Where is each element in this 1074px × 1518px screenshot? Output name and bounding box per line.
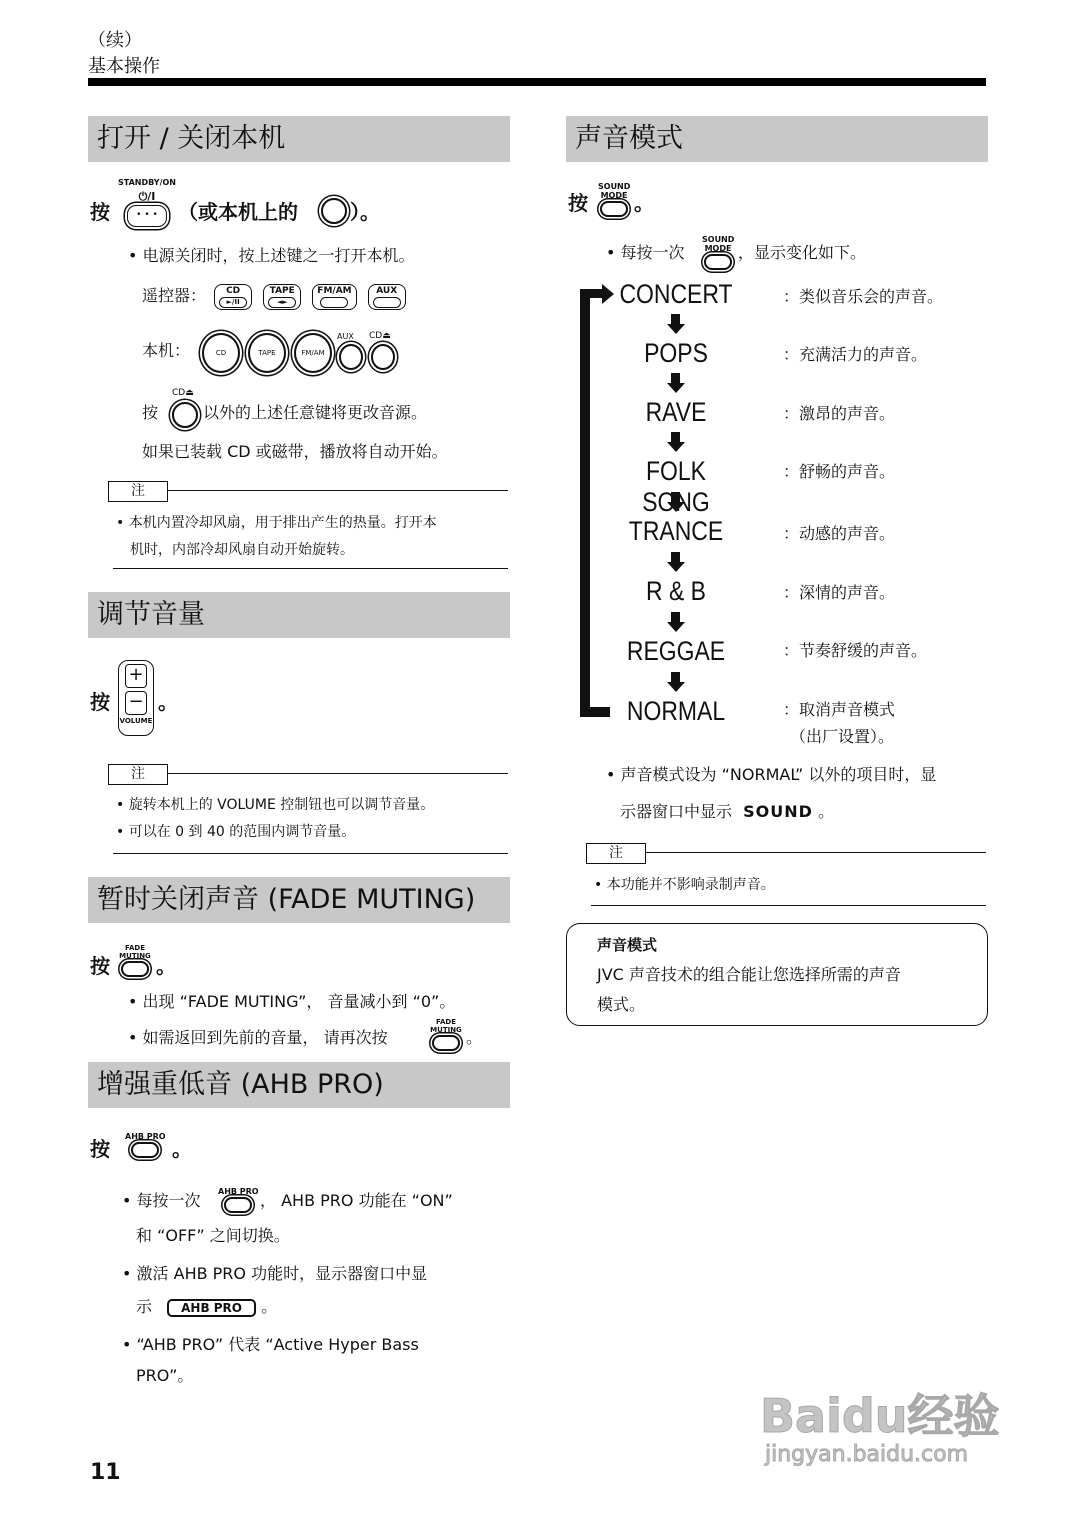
- button-oval: [373, 297, 401, 308]
- section-power-title: 打开 / 关闭本机: [88, 116, 510, 162]
- info-box-text-2: 模式。: [597, 995, 646, 1014]
- end-mark: 。: [172, 1137, 192, 1161]
- power-symbol-icon: ⏻/I: [138, 190, 156, 203]
- press-label: 按: [90, 954, 110, 978]
- press-label: 按: [90, 1137, 110, 1161]
- btn-label: SOUND MODE: [598, 182, 631, 200]
- bullet-text: 激活 AHB PRO 功能时，显示器窗口中显: [136, 1264, 428, 1283]
- unit-row-label: 本机：: [142, 341, 191, 360]
- end-mark: 。: [818, 802, 835, 821]
- press-label: 按: [568, 191, 588, 215]
- normal-sub: （出厂设置）。: [790, 727, 895, 746]
- volume-button[interactable]: [118, 660, 154, 736]
- sound-mode-button-inline[interactable]: [702, 235, 734, 270]
- mode-reggae: REGGAE: [626, 636, 726, 666]
- bullet-text: 如需返回到先前的音量， 请再次按: [142, 1028, 388, 1047]
- unit-cd-button[interactable]: CD: [202, 333, 240, 373]
- ahb-bullet-2: • 激活 AHB PRO 功能时，显示器窗口中显: [122, 1264, 428, 1283]
- ahb-bullet-1b: ， AHB PRO 功能在 “ON”: [260, 1191, 453, 1210]
- volume-up-icon: +: [125, 664, 147, 688]
- ahb-bullet-2b: [136, 1294, 277, 1317]
- or-unit-text: （或本机上的: [178, 200, 298, 224]
- btn-label: AUX: [376, 285, 398, 296]
- note-text: 可以在 0 到 40 的范围内调节音量。: [128, 824, 356, 840]
- button-oval: [121, 961, 149, 977]
- mode-desc: ：舒畅的声音。: [783, 462, 896, 481]
- btn-label: CD: [226, 285, 241, 296]
- sound-bullet-2b: [620, 799, 834, 822]
- section-ahb-title: 增强重低音 (AHB PRO): [88, 1062, 510, 1108]
- bullet-text: 每按一次: [620, 243, 685, 262]
- mode-normal: NORMAL: [626, 696, 726, 726]
- power-bullet-text: 电源关闭时，按上述键之一打开本机。: [142, 246, 415, 265]
- end-mark: 。: [261, 1297, 278, 1316]
- bullet-text: 示器窗口中显示: [620, 802, 733, 821]
- mode-pops: POPS: [644, 338, 708, 368]
- volume-down-icon: −: [125, 691, 147, 715]
- button-oval: [432, 1035, 460, 1051]
- cd-eject-button[interactable]: [172, 402, 198, 428]
- header-cont: （续）: [88, 30, 142, 51]
- mode-desc: ：深情的声音。: [783, 583, 896, 602]
- mode-desc: ：充满活力的声音。: [783, 345, 928, 364]
- btn-label: FADE MUTING: [430, 1018, 462, 1034]
- btn-label: FM/AM: [317, 285, 352, 296]
- remote-tape-button[interactable]: [263, 284, 301, 310]
- info-box-text-1: JVC 声音技术的组合能让您选择所需的声音: [597, 965, 901, 984]
- except-text: 以外的上述任意键将更改音源。: [203, 403, 428, 422]
- mode-trance: TRANCE: [628, 516, 724, 546]
- ahb-display-indicator: AHB PRO: [167, 1299, 256, 1317]
- note-text: 本功能并不影响录制声音。: [606, 877, 775, 893]
- ahb-bullet-3b: PRO”。: [136, 1366, 194, 1385]
- section-fade-title: 暂时关闭声音 (FADE MUTING): [88, 877, 510, 923]
- mode-desc: ：节奏舒缓的声音。: [783, 641, 928, 660]
- divider: [113, 568, 508, 569]
- press-label: 按: [90, 200, 110, 224]
- end-mark: 。: [634, 191, 654, 215]
- bullet-text: 示: [136, 1297, 153, 1316]
- mode-desc: ：取消声音模式: [783, 700, 896, 719]
- close-paren: ）。: [350, 200, 380, 224]
- volume-label: VOLUME: [119, 717, 153, 725]
- sound-bullet-b: ，显示变化如下。: [738, 243, 867, 262]
- divider: [646, 852, 986, 853]
- remote-row: [142, 283, 409, 310]
- volume-note-1: • 旋转本机上的 VOLUME 控制钮也可以调节音量。: [116, 797, 435, 813]
- sound-note: • 本功能并不影响录制声音。: [594, 877, 775, 893]
- button-oval: [320, 297, 348, 308]
- button-oval: [131, 1142, 159, 1158]
- eject-icon: CD⏏: [172, 388, 194, 398]
- end-mark: 。: [158, 690, 178, 714]
- standby-button-body: • • •: [127, 205, 167, 227]
- note-text: 旋转本机上的 VOLUME 控制钮也可以调节音量。: [128, 797, 435, 813]
- divider: [168, 490, 508, 491]
- ahb-bullet-3: • “AHB PRO” 代表 “Active Hyper Bass: [122, 1335, 419, 1354]
- end-mark: 。: [466, 1028, 483, 1047]
- bullet-text: “AHB PRO” 代表 “Active Hyper Bass: [136, 1335, 419, 1354]
- header-section: 基本操作: [88, 56, 160, 77]
- sound-display-indicator: SOUND: [743, 802, 813, 821]
- mode-desc: ：动感的声音。: [783, 524, 896, 543]
- sound-bullet-2: • 声音模式设为 “NORMAL” 以外的项目时，显: [606, 765, 937, 784]
- btn-label: AHB PRO: [218, 1187, 259, 1196]
- tape-direction-icon: ◄►: [268, 297, 296, 308]
- bullet-text: 出现 “FADE MUTING”， 音量减小到 “0”。: [142, 992, 456, 1011]
- fade-bullet-1: • 出现 “FADE MUTING”， 音量减小到 “0”。: [128, 992, 456, 1011]
- mode-desc: ：激昂的声音。: [783, 404, 896, 423]
- baidu-watermark-logo: Baidu经验: [760, 1389, 1000, 1443]
- note-tag: 注: [108, 764, 168, 785]
- unit-cd-eject-button[interactable]: [371, 344, 395, 370]
- sound-bullet: • 每按一次: [606, 243, 685, 262]
- btn-label: AHB PRO: [125, 1132, 166, 1141]
- divider: [168, 773, 508, 774]
- section-sound-title: 声音模式: [566, 116, 988, 162]
- divider: [113, 853, 508, 854]
- btn-label: SOUND MODE: [702, 235, 735, 253]
- standby-button[interactable]: [123, 190, 171, 228]
- header-rule: [88, 78, 986, 86]
- page-number: 11: [90, 1460, 121, 1485]
- mode-folk-song: FOLK SONG: [642, 456, 710, 517]
- mode-rave: RAVE: [645, 397, 707, 427]
- press-label: 按: [90, 690, 110, 714]
- ahb-pro-button-inline[interactable]: [218, 1187, 259, 1213]
- play-pause-icon: ►/II: [219, 297, 247, 308]
- unit-fmam-button[interactable]: FM/AM: [294, 333, 332, 373]
- btn-label: FADE MUTING: [119, 944, 151, 960]
- mode-desc: ：类似音乐会的声音。: [783, 287, 944, 306]
- unit-aux-label: AUX: [337, 332, 354, 341]
- fade-bullet-2: • 如需返回到先前的音量， 请再次按: [128, 1028, 388, 1047]
- button-oval: [224, 1197, 252, 1213]
- button-oval: [704, 254, 732, 270]
- cycle-bracket-bottom: [580, 707, 610, 717]
- remote-label: 遥控器：: [142, 286, 207, 305]
- ahb-bullet-1c: 和 “OFF” 之间切换。: [136, 1226, 290, 1245]
- fade-muting-button-inline[interactable]: [428, 1018, 464, 1051]
- standby-label: STANDBY/ON: [118, 178, 176, 187]
- note-tag: 注: [586, 843, 646, 864]
- power-note-2: 机时，内部冷却风扇自动开始旋转。: [130, 542, 354, 558]
- autoplay-text: 如果已装载 CD 或磁带，播放将自动开始。: [142, 442, 448, 461]
- divider: [591, 905, 986, 906]
- unit-power-button[interactable]: [321, 198, 347, 224]
- unit-eject-label: CD⏏: [369, 331, 391, 341]
- fade-muting-button[interactable]: [117, 944, 153, 977]
- remote-cd-button[interactable]: [214, 284, 252, 310]
- mode-rnb: R & B: [646, 576, 706, 606]
- unit-tape-button[interactable]: TAPE: [248, 333, 286, 373]
- press2-label: 按: [142, 403, 159, 422]
- sound-mode-button[interactable]: [598, 182, 630, 217]
- note-tag: 注: [108, 481, 168, 502]
- bullet-text: 每按一次: [136, 1191, 201, 1210]
- btn-label: TAPE: [269, 285, 295, 296]
- power-note-1: • 本机内置冷却风扇，用于排出产生的热量。打开本: [116, 515, 437, 531]
- remote-aux-button[interactable]: [368, 284, 406, 310]
- baidu-watermark-url: jingyan.baidu.com: [765, 1442, 969, 1467]
- ahb-pro-button[interactable]: [125, 1132, 166, 1158]
- cycle-bracket: [580, 289, 590, 717]
- end-mark: 。: [156, 954, 176, 978]
- bullet-text: 声音模式设为 “NORMAL” 以外的项目时，显: [620, 765, 937, 784]
- section-volume-title: 调节音量: [88, 592, 510, 638]
- sound-mode-info-box: [566, 923, 988, 1026]
- ahb-bullet-1: • 每按一次: [122, 1191, 201, 1210]
- mode-concert: CONCERT: [619, 279, 733, 309]
- note-text: 本机内置冷却风扇，用于排出产生的热量。打开本: [128, 515, 437, 531]
- cycle-bracket-top: [580, 289, 604, 298]
- volume-note-2: • 可以在 0 到 40 的范围内调节音量。: [116, 824, 356, 840]
- unit-aux-button[interactable]: [339, 344, 363, 370]
- remote-fmam-button[interactable]: [312, 284, 356, 310]
- power-bullet: • 电源关闭时，按上述键之一打开本机。: [128, 246, 415, 265]
- button-oval: [600, 201, 628, 217]
- info-box-title: 声音模式: [597, 936, 658, 954]
